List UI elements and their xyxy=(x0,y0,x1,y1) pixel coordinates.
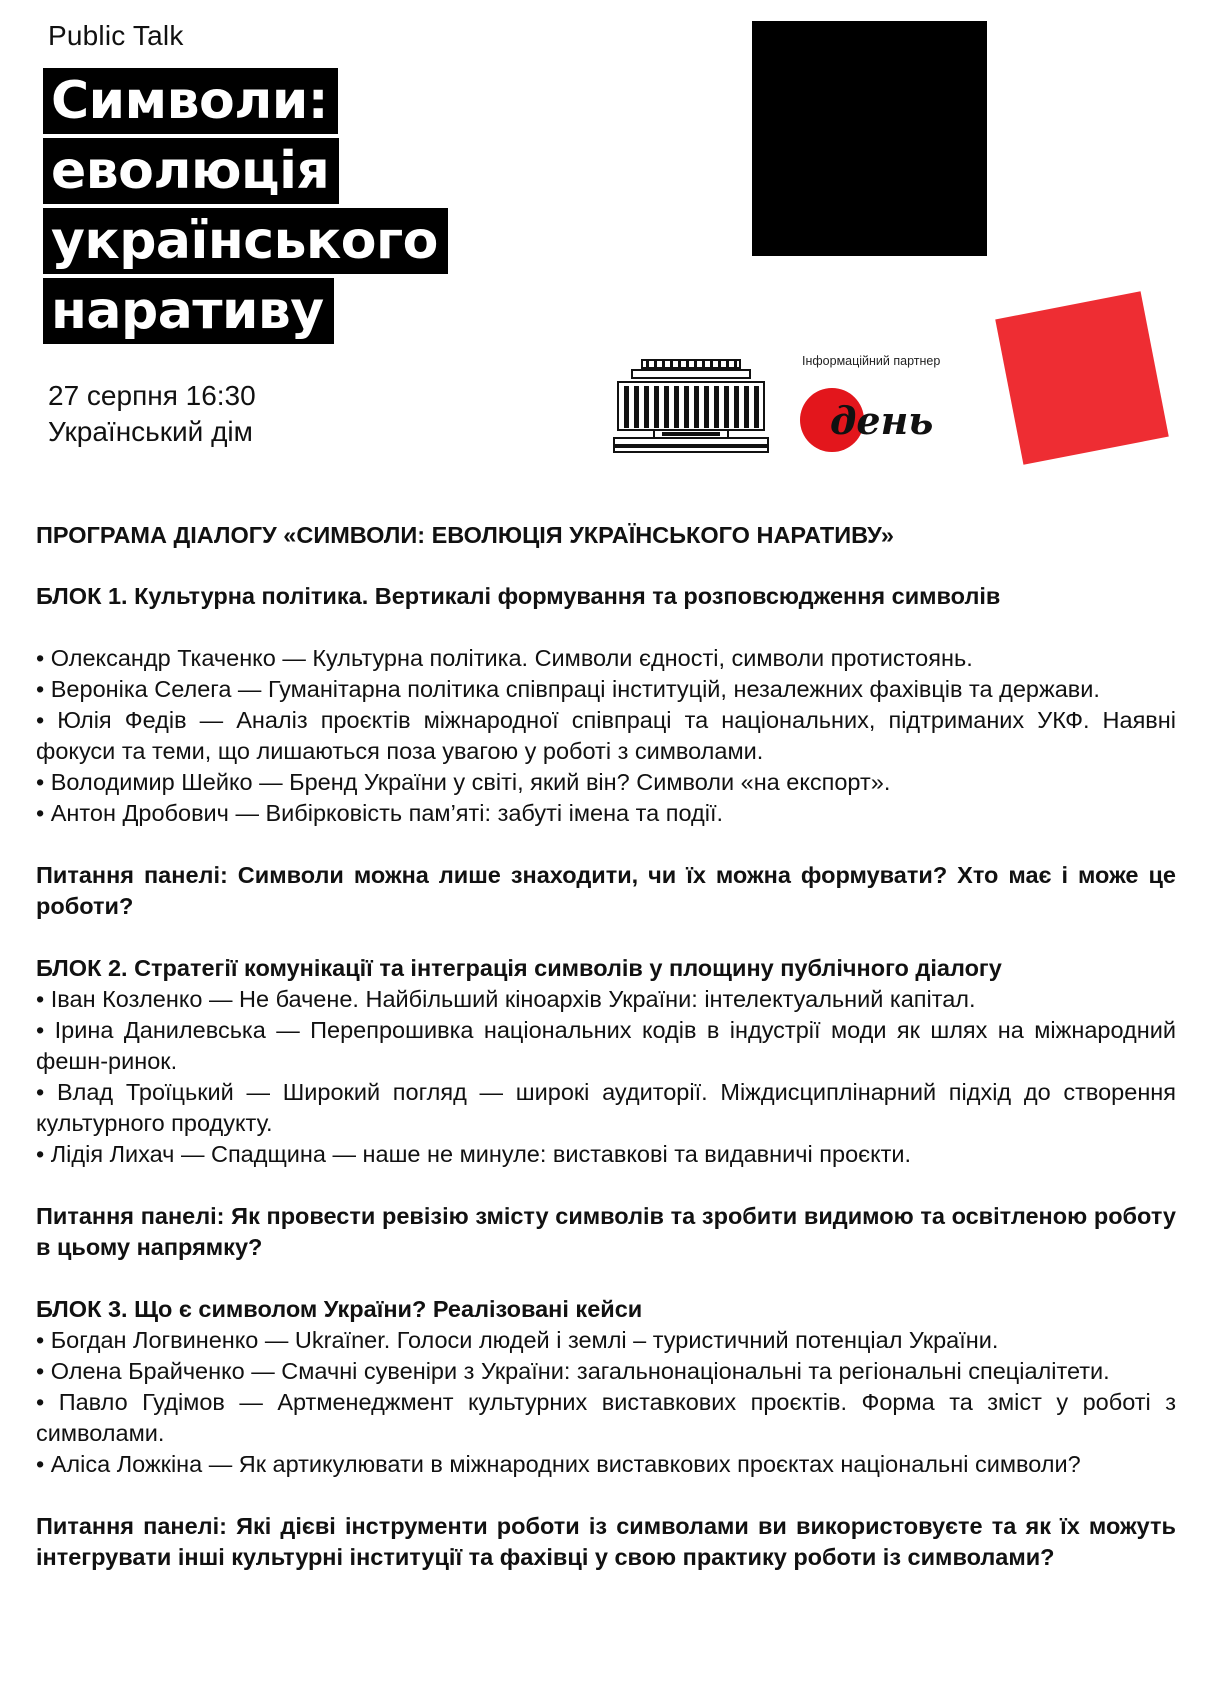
poster-header xyxy=(0,0,1210,480)
list-item: • Олена Брайченко — Смачні сувеніри з України: загальнонаціональні та регіональні спеціалітети. xyxy=(36,1358,1110,1384)
list-item: • Вероніка Селега — Гуманітарна політика співпраці інституцій, незалежних фахівців та держави. xyxy=(36,676,1100,702)
den-newspaper-logo xyxy=(800,384,940,456)
red-square-decoration xyxy=(995,291,1169,465)
program-title: ПРОГРАМА ДІАЛОГУ «СИМВОЛИ: ЕВОЛЮЦІЯ УКРАЇНСЬКОГО НАРАТИВУ» xyxy=(36,522,894,548)
title-line: наративу xyxy=(43,278,334,344)
partner-label: Інформаційний партнер xyxy=(802,354,941,368)
list-item: • Антон Дробович — Вибірковість пам’яті: забуті імена та події. xyxy=(36,800,724,826)
ukrainian-house-logo-icon xyxy=(612,358,770,454)
list-item: • Лідія Лихач — Спадщина — наше не минуле: виставкові та видавничі проєкти. xyxy=(36,1141,912,1167)
title-line: українського xyxy=(43,208,448,274)
list-item: • Ірина Данилевська — Перепрошивка національних кодів в індустрії моди як шлях на міжнародний фешн-ринок. xyxy=(36,1017,1176,1074)
title-line: еволюція xyxy=(43,138,339,204)
block-title: БЛОК 1. Культурна політика. Вертикалі формування та розповсюдження символів xyxy=(36,583,1001,609)
den-logo-text: день xyxy=(830,398,934,443)
panel-question: Питання панелі: Символи можна лише знаходити, чи їх можна формувати? Хто має і може це роботи? xyxy=(36,862,1176,919)
black-square-decoration xyxy=(752,21,987,256)
list-item: • Іван Козленко — Не бачене. Найбільший кіноархів України: інтелектуальний капітал. xyxy=(36,986,976,1012)
event-venue: Український дім xyxy=(48,416,253,447)
list-item: • Влад Троїцький — Широкий погляд — широкі аудиторії. Міждисциплінарний підхід до створення культурного продукту. xyxy=(36,1079,1176,1136)
event-info xyxy=(48,378,256,450)
list-item: • Олександр Ткаченко — Культурна політика. Символи єдності, символи протистоянь. xyxy=(36,645,973,671)
panel-question: Питання панелі: Які дієві інструменти роботи із символами ви використовуєте та як їх можуть інтегрувати інші культурні інституції та фахівці у свою практику роботи із символами? xyxy=(36,1513,1176,1570)
list-item: • Богдан Логвиненко — Ukraїner. Голоси людей і землі – туристичний потенціал України. xyxy=(36,1327,999,1353)
list-item: • Володимир Шейко — Бренд України у світі, який він? Символи «на експорт». xyxy=(36,769,891,795)
block-title: БЛОК 3. Що є символом України? Реалізовані кейси xyxy=(36,1296,643,1322)
block-title: БЛОК 2. Стратегії комунікації та інтеграція символів у площину публічного діалогу xyxy=(36,955,1002,981)
list-item: • Аліса Ложкіна — Як артикулювати в міжнародних виставкових проєктах національні символи? xyxy=(36,1451,1081,1477)
program xyxy=(36,520,1176,1573)
title-line: Символи: xyxy=(43,68,338,134)
list-item: • Юлія Федів — Аналіз проєктів міжнародної співпраці та національних, підтриманих УКФ. Наявні фокуси та теми, що лишаються поза увагою у роботі з символами. xyxy=(36,707,1176,764)
event-title xyxy=(43,68,448,348)
panel-question: Питання панелі: Як провести ревізію змісту символів та зробити видимою та освітленою роботу в цьому напрямку? xyxy=(36,1203,1176,1260)
event-type-label: Public Talk xyxy=(48,20,184,51)
list-item: • Павло Гудімов — Артменеджмент культурних виставкових проєктів. Форма та зміст у роботі з символами. xyxy=(36,1389,1176,1446)
event-date-time: 27 серпня 16:30 xyxy=(48,380,256,411)
